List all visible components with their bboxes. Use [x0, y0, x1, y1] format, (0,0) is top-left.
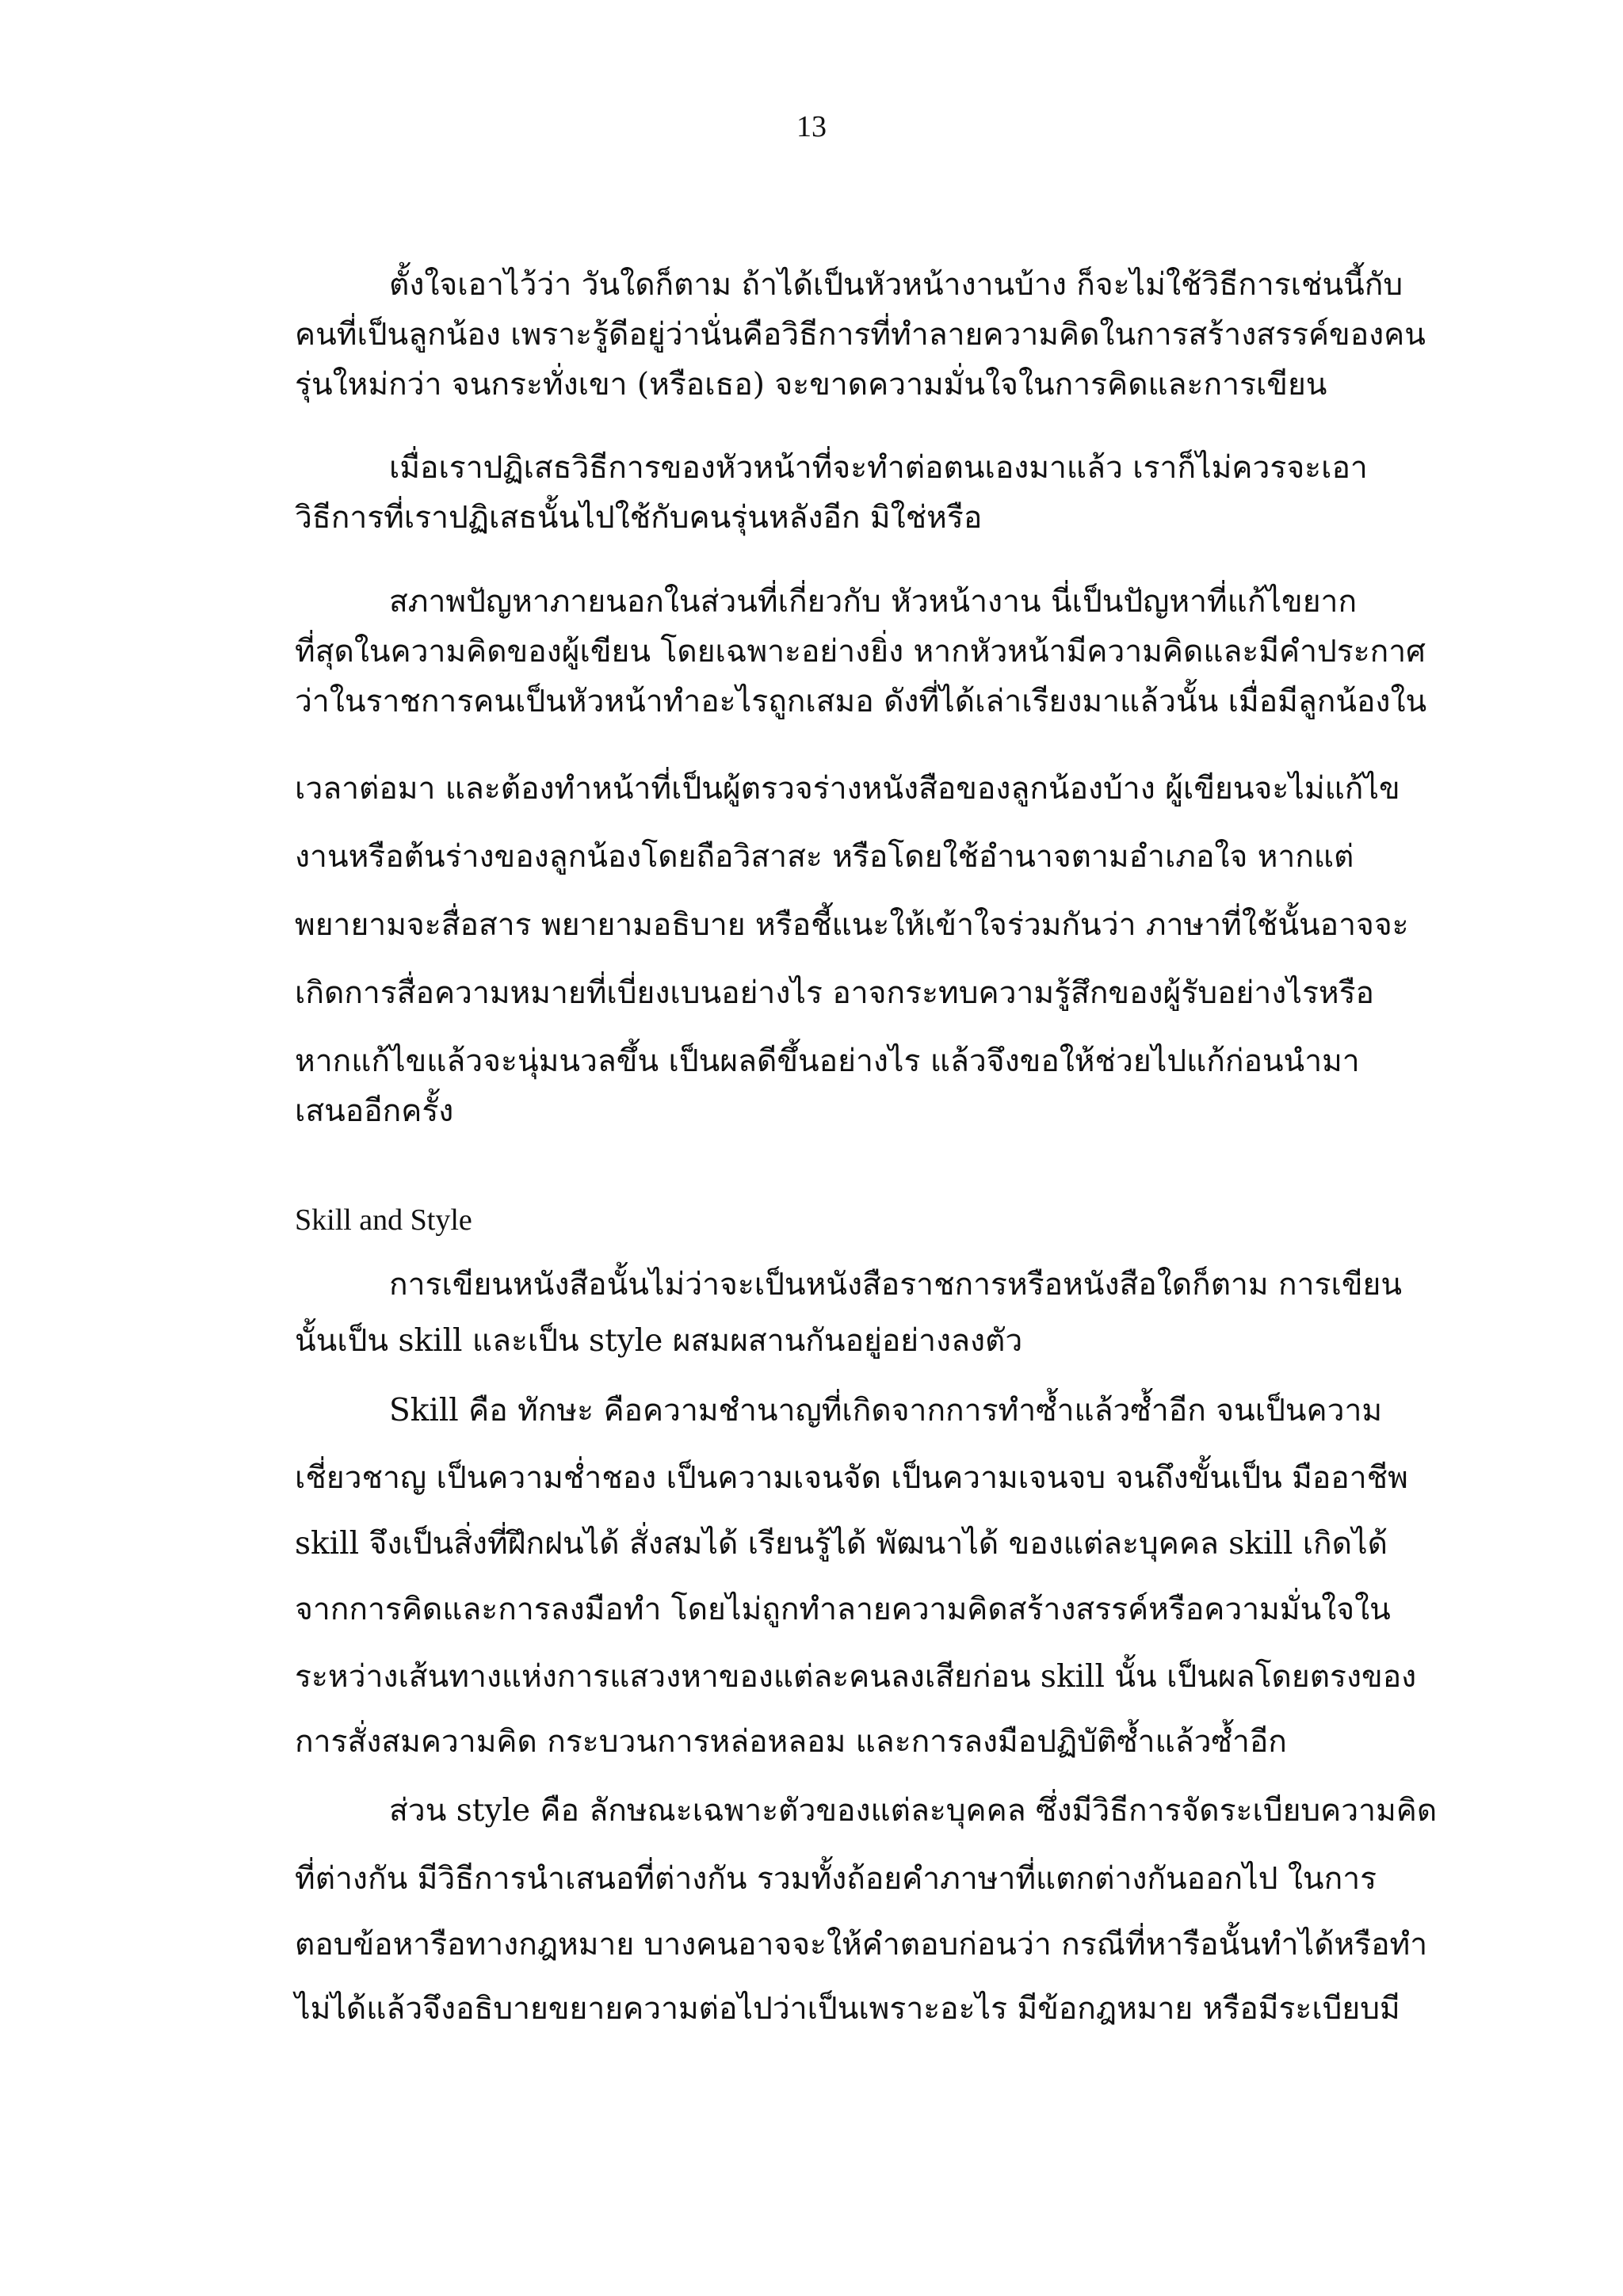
text-line: การเขียนหนังสือนั้นไม่ว่าจะเป็นหนังสือราชการหรือหนังสือใดก็ตาม การเขียน [389, 1267, 1402, 1302]
text-line: หากแก้ไขแล้วจะนุ่มนวลขึ้น เป็นผลดีขึ้นอย่างไร แล้วจึงขอให้ช่วยไปแก้ก่อนนำมา [295, 1043, 1360, 1079]
page-number: 13 [796, 110, 827, 143]
section-heading: Skill and Style [295, 1203, 472, 1237]
text-line: Skill คือ ทักษะ คือความชำนาญที่เกิดจากการทำซ้ำแล้วซ้ำอีก จนเป็นความ [389, 1393, 1383, 1428]
text-line: ไม่ได้แล้วจึงอธิบายขยายความต่อไปว่าเป็นเพราะอะไร มีข้อกฎหมาย หรือมีระเบียบมี [295, 1991, 1400, 2027]
text-line: เชี่ยวชาญ เป็นความช่ำชอง เป็นความเจนจัด เป็นความเจนจบ จนถึงขั้นเป็น มืออาชีพ [295, 1460, 1408, 1496]
text-line: นั้นเป็น skill และเป็น style ผสมผสานกันอยู่อย่างลงตัว [295, 1323, 1023, 1359]
text-line: skill จึงเป็นสิ่งที่ฝึกฝนได้ สั่งสมได้ เรียนรู้ได้ พัฒนาได้ ของแต่ละบุคคล skill เกิดได้ [295, 1526, 1388, 1562]
text-line: ที่สุดในความคิดของผู้เขียน โดยเฉพาะอย่างยิ่ง หากหัวหน้ามีความคิดและมีคำประกาศ [295, 634, 1426, 669]
text-line: เสนออีกครั้ง [295, 1093, 454, 1129]
text-line: เวลาต่อมา และต้องทำหน้าที่เป็นผู้ตรวจร่างหนังสือของลูกน้องบ้าง ผู้เขียนจะไม่แก้ไข [295, 771, 1400, 807]
text-line: เมื่อเราปฏิเสธวิธีการของหัวหน้าที่จะทำต่อตนเองมาแล้ว เราก็ไม่ควรจะเอา [389, 450, 1368, 486]
text-line: จากการคิดและการลงมือทำ โดยไม่ถูกทำลายความคิดสร้างสรรค์หรือความมั่นใจใน [295, 1592, 1391, 1627]
text-line: ส่วน style คือ ลักษณะเฉพาะตัวของแต่ละบุคคล ซึ่งมีวิธีการจัดระเบียบความคิด [389, 1793, 1438, 1829]
text-line: คนที่เป็นลูกน้อง เพราะรู้ดีอยู่ว่านั่นคือวิธีการที่ทำลายความคิดในการสร้างสรรค์ของคน [295, 317, 1426, 353]
text-line: รุ่นใหม่กว่า จนกระทั่งเขา (หรือเธอ) จะขาดความมั่นใจในการคิดและการเขียน [295, 367, 1327, 402]
text-line: การสั่งสมความคิด กระบวนการหล่อหลอม และการลงมือปฏิบัติซ้ำแล้วซ้ำอีก [295, 1724, 1287, 1760]
text-line: ระหว่างเส้นทางแห่งการแสวงหาของแต่ละคนลงเสียก่อน skill นั้น เป็นผลโดยตรงของ [295, 1659, 1417, 1695]
text-line: ว่าในราชการคนเป็นหัวหน้าทำอะไรถูกเสมอ ดังที่ได้เล่าเรียงมาแล้วนั้น เมื่อมีลูกน้องใน [295, 684, 1427, 719]
text-line: เกิดการสื่อความหมายที่เบี่ยงเบนอย่างไร อาจกระทบความรู้สึกของผู้รับอย่างไรหรือ [295, 975, 1374, 1011]
text-line: งานหรือต้นร่างของลูกน้องโดยถือวิสาสะ หรือโดยใช้อำนาจตามอำเภอใจ หากแต่ [295, 839, 1354, 875]
text-line: พยายามจะสื่อสาร พยายามอธิบาย หรือชี้แนะให้เข้าใจร่วมกันว่า ภาษาที่ใช้นั้นอาจจะ [295, 907, 1409, 943]
text-line: ที่ต่างกัน มีวิธีการนำเสนอที่ต่างกัน รวมทั้งถ้อยคำภาษาที่แตกต่างกันออกไป ในการ [295, 1861, 1377, 1897]
text-line: ตั้งใจเอาไว้ว่า วันใดก็ตาม ถ้าได้เป็นหัวหน้างานบ้าง ก็จะไม่ใช้วิธีการเช่นนี้กับ [389, 267, 1403, 303]
text-line: ตอบข้อหารือทางกฎหมาย บางคนอาจจะให้คำตอบก่อนว่า กรณีที่หารือนั้นทำได้หรือทำ [295, 1927, 1428, 1962]
text-line: วิธีการที่เราปฏิเสธนั้นไปใช้กับคนรุ่นหลังอีก มิใช่หรือ [295, 500, 983, 536]
text-line: สภาพปัญหาภายนอกในส่วนที่เกี่ยวกับ หัวหน้างาน นี่เป็นปัญหาที่แก้ไขยาก [389, 584, 1358, 620]
